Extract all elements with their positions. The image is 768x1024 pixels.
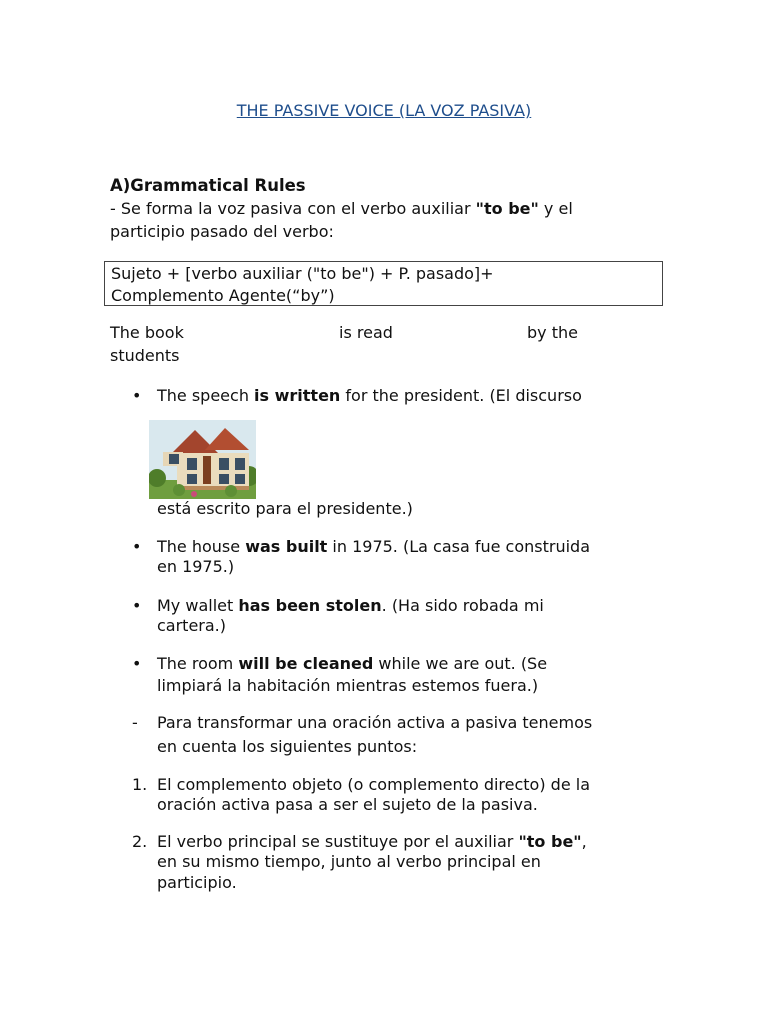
bullet-glyph: •	[132, 386, 142, 405]
intro-text-end: y el	[538, 199, 573, 218]
bullet-bold: will be cleaned	[238, 654, 374, 673]
bullet-item-line-1	[157, 537, 590, 557]
dash-marker: -	[132, 713, 138, 732]
intro-bold: "to be"	[475, 199, 539, 218]
bullet-text-end: in 1975. (La casa fue construida	[327, 537, 591, 556]
step-line-2: en su mismo tiempo, junto al verbo principal en	[157, 852, 541, 871]
step-text-end: ,	[581, 832, 587, 851]
formula-line-1: Sujeto + [verbo auxiliar ("to be") + P. pasado]+	[111, 264, 494, 283]
bullet-text: The room	[157, 654, 239, 673]
bullet-bold: is written	[254, 386, 341, 405]
step-line-3: participio.	[157, 873, 237, 892]
transform-line-2: en cuenta los siguientes puntos:	[157, 737, 418, 756]
house-image	[149, 420, 256, 499]
example-subject: The book	[110, 323, 184, 342]
page-title: THE PASSIVE VOICE (LA VOZ PASIVA)	[236, 101, 532, 120]
bullet-text: The speech	[157, 386, 255, 405]
step-number: 1.	[132, 775, 148, 794]
bullet-item-line-2: en 1975.)	[157, 557, 235, 576]
step-text: El verbo principal se sustituye por el auxiliar	[157, 832, 519, 851]
bullet-glyph: •	[132, 596, 142, 615]
bullet-text-end: . (Ha sido robada mi	[381, 596, 544, 615]
bullet-text-end: while we are out. (Se	[373, 654, 548, 673]
step-line-1: El complemento objeto (o complemento directo) de la	[157, 775, 591, 794]
step-bold: "to be"	[518, 832, 582, 851]
bullet-glyph: •	[132, 537, 142, 556]
step-line-1	[157, 832, 587, 852]
intro-line-1	[110, 198, 573, 220]
bullet-item-line-2: está escrito para el presidente.)	[157, 499, 413, 518]
example-agent: by the	[527, 323, 578, 342]
intro-text: - Se forma la voz pasiva con el verbo auxiliar	[110, 199, 476, 218]
bullet-item-line-2: cartera.)	[157, 616, 227, 635]
step-line-2: oración activa pasa a ser el sujeto de la pasiva.	[157, 795, 538, 814]
bullet-text-end: for the president. (El discurso	[340, 386, 582, 405]
formula-line-2: Complemento Agente(“by”)	[111, 286, 335, 305]
intro-line-2: participio pasado del verbo:	[110, 222, 334, 241]
bullet-text: The house	[157, 537, 246, 556]
transform-line-1: Para transformar una oración activa a pasiva tenemos	[157, 713, 593, 732]
bullet-text: My wallet	[157, 596, 239, 615]
bullet-item-line-1	[157, 654, 547, 674]
bullet-bold: was built	[245, 537, 328, 556]
bullet-item-line-1	[157, 596, 544, 616]
formula-box	[104, 261, 663, 306]
example-verb: is read	[339, 323, 393, 342]
bullet-item-line-2: limpiará la habitación mientras estemos fuera.)	[157, 676, 539, 695]
bullet-glyph: •	[132, 654, 142, 673]
example-agent-continued: students	[110, 346, 180, 365]
bullet-bold: has been stolen	[238, 596, 382, 615]
bullet-item-line-1	[157, 386, 582, 406]
step-number: 2.	[132, 832, 148, 851]
section-heading: A)Grammatical Rules	[110, 176, 306, 195]
